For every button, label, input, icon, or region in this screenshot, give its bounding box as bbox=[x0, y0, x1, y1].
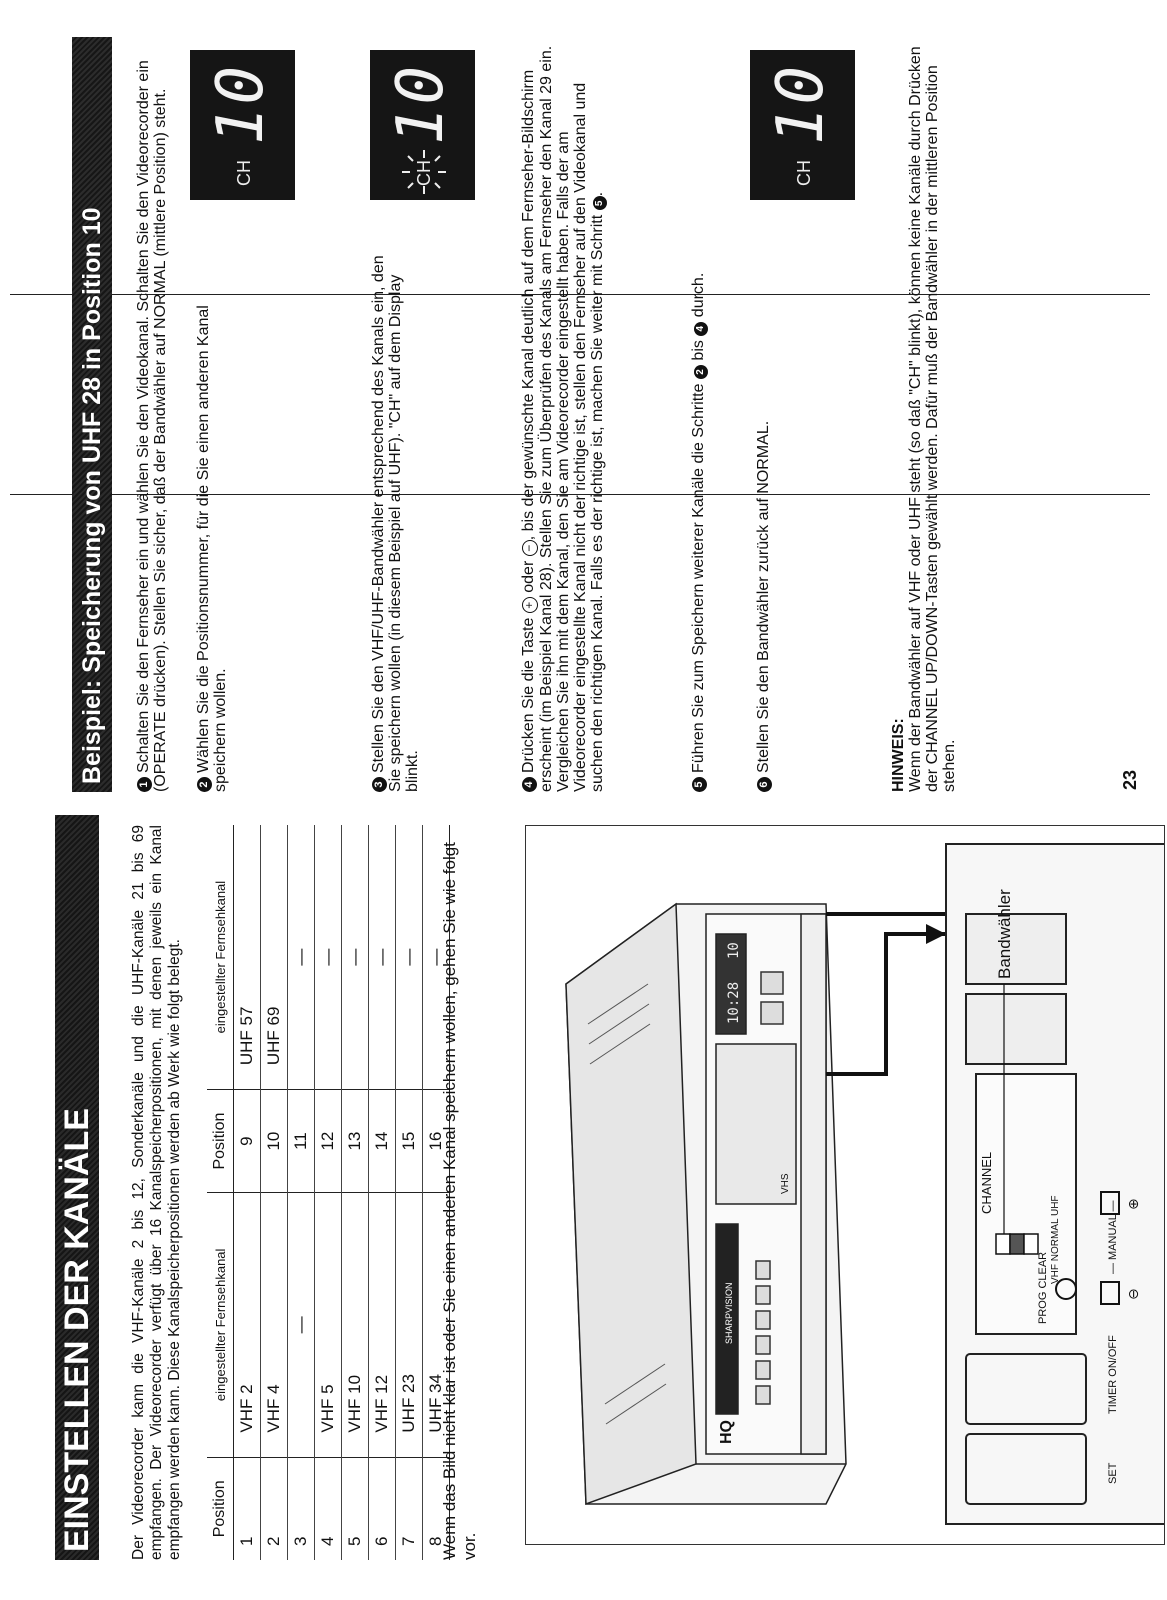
minus-symbol: ⊖ bbox=[1126, 1288, 1142, 1300]
hinweis-heading: HINWEIS: bbox=[890, 718, 907, 792]
minus-key-icon: − bbox=[522, 540, 538, 556]
channel-digits: 10 bbox=[384, 63, 458, 145]
instruction-note: Wenn das Bild nicht klar ist oder Sie einen anderen Kanal speichern wollen, gehen Sie wie folgt vor. bbox=[440, 842, 479, 1560]
step-text: Wählen Sie die Positionsnummer, für die Sie einen anderen Kanal speichern wollen. bbox=[195, 305, 229, 792]
table-row bbox=[396, 825, 423, 1560]
cell-position: 9 bbox=[234, 1090, 261, 1193]
page-number: 23 bbox=[1120, 769, 1140, 790]
step-2 bbox=[195, 232, 229, 792]
cell-position: 5 bbox=[342, 1457, 369, 1560]
column-header-position: Position bbox=[207, 1457, 234, 1560]
cell-position: 13 bbox=[342, 1090, 369, 1193]
cell-channel: VHF 5 bbox=[315, 1193, 342, 1458]
table-row bbox=[369, 825, 396, 1560]
set-label: SET bbox=[1107, 1462, 1119, 1484]
step-text: Stellen Sie den Bandwähler zurück auf NORMAL. bbox=[755, 420, 772, 773]
cell-position: 4 bbox=[315, 1457, 342, 1560]
plus-key-icon: + bbox=[522, 597, 538, 613]
step-text: oder bbox=[520, 560, 537, 593]
step-number: 4 bbox=[522, 777, 537, 792]
prog-clear-label: PROG CLEAR bbox=[1037, 1251, 1049, 1324]
table-row bbox=[315, 825, 342, 1560]
step-text: Stellen Sie den VHF/UHF-Bandwähler entsprechend des Kanals ein, den Sie speichern wollen (in diesem Beispiel auf UHF). "CH" auf dem Display blinkt. bbox=[370, 255, 421, 792]
channel-digits: 10 bbox=[764, 63, 838, 145]
vcr-clock-readout: 10:28 bbox=[726, 981, 742, 1024]
band-positions-label: VHF NORMAL UHF bbox=[1050, 1195, 1061, 1284]
cell-position: 8 bbox=[423, 1457, 450, 1560]
hinweis-text: Wenn der Bandwähler auf VHF oder UHF steht (so daß "CH" blinkt), können keine Kanäle durch Drücken der CHANNEL UP/DOWN-Tasten gewählt werden. Dafür muß der Bandwähler in der mittleren Position stehen. bbox=[907, 46, 958, 792]
step-number: 2 bbox=[197, 777, 212, 792]
step-text: . bbox=[589, 191, 606, 197]
column-header-channel: eingestellter Fernsehkanal bbox=[207, 1193, 234, 1458]
column-header-channel: eingestellter Fernsehkanal bbox=[207, 825, 234, 1090]
step-number: 3 bbox=[372, 777, 387, 792]
cell-channel: VHF 12 bbox=[369, 1193, 396, 1458]
step-text: Schalten Sie den Fernseher ein und wählen Sie den Videokanal. Schalten Sie den Videorecorder ein (OPERATE drücken). Stellen Sie sicher, daß der Bandwähler auf NORMAL (mittlere Position) steht. bbox=[135, 60, 169, 792]
step-ref-4: 4 bbox=[694, 322, 708, 336]
cell-position: 11 bbox=[288, 1090, 315, 1193]
display-step-3 bbox=[370, 50, 475, 200]
step-ref-5: 5 bbox=[593, 196, 607, 210]
timer-label: TIMER ON/OFF bbox=[1107, 1335, 1119, 1414]
cell-channel: — bbox=[288, 825, 315, 1090]
band-switch bbox=[996, 1234, 1038, 1254]
vcr-drawing bbox=[526, 825, 1165, 1544]
cell-position: 16 bbox=[423, 1090, 450, 1193]
manual-label: — MANUAL — bbox=[1107, 1200, 1119, 1274]
step-text: Führen Sie zum Speichern weiterer Kanäle die Schritte bbox=[690, 383, 707, 773]
plus-symbol: ⊕ bbox=[1126, 1198, 1142, 1210]
step-number: 5 bbox=[692, 777, 707, 792]
channel-preset-table bbox=[207, 825, 450, 1560]
step-text: , bis der gewünschte Kanal deutlich auf dem Fernseher-Bildschirm erscheint (im Beispiel Kanal 28). Stellen Sie zum Überprüfen des Kanals am Fernseher den Kanal 29 ein. Vergleichen Sie ihn mit dem Kanal, den Sie am Videorecorder eingestellt haben. Falls der am Videorecorder eingestellte Kanal nicht der richtige ist, stellen den Fernseher auf den Videokanal und suchen den richtigen Kanal. Falls es der richtige ist, machen Sie weiter mit Schritt bbox=[520, 45, 606, 792]
hinweis-note bbox=[890, 42, 958, 792]
cell-position: 2 bbox=[261, 1457, 288, 1560]
vcr-brand-text: SHARPVISION bbox=[724, 1282, 734, 1344]
cell-channel: — bbox=[315, 825, 342, 1090]
step-1 bbox=[135, 42, 169, 792]
cell-channel: VHF 10 bbox=[342, 1193, 369, 1458]
column-header-position: Position bbox=[207, 1090, 234, 1193]
table-row bbox=[261, 825, 288, 1560]
cell-position: 10 bbox=[261, 1090, 288, 1193]
cell-channel: VHF 4 bbox=[261, 1193, 288, 1458]
cell-position: 7 bbox=[396, 1457, 423, 1560]
step-text: Drücken Sie die Taste bbox=[520, 617, 537, 773]
step-4 bbox=[520, 42, 607, 792]
cell-position: 6 bbox=[369, 1457, 396, 1560]
vcr-illustration bbox=[525, 825, 1165, 1545]
cell-channel: UHF 23 bbox=[396, 1193, 423, 1458]
ch-indicator: CH bbox=[794, 160, 814, 186]
step-number: 1 bbox=[137, 777, 152, 792]
display-step-6 bbox=[750, 50, 855, 200]
cell-channel: VHF 2 bbox=[234, 1193, 261, 1458]
cell-channel: UHF 34 bbox=[423, 1193, 450, 1458]
table-row bbox=[342, 825, 369, 1560]
cell-channel: — bbox=[369, 825, 396, 1090]
cell-channel: UHF 57 bbox=[234, 825, 261, 1090]
example-title: Beispiel: Speicherung von UHF 28 in Position 10 bbox=[72, 37, 112, 792]
cell-position: 1 bbox=[234, 1457, 261, 1560]
cell-channel: — bbox=[342, 825, 369, 1090]
page-title: EINSTELLEN DER KANÄLE bbox=[55, 815, 99, 1560]
channel-digits: 10 bbox=[204, 63, 278, 145]
cell-channel: — bbox=[423, 825, 450, 1090]
vcr-channel-readout: 10 bbox=[726, 942, 742, 959]
intro-paragraph: Der Videorecorder kann die VHF-Kanäle 2 bis 12, Sonderkanäle und die UHF-Kanäle 21 bis 69 empfangen. Der Videorecorder verfügt über 16 Kanalspeicherpositionen, mit denen jeweils ein Kanal empfangen werden kann. Diese Kanalspeicherpositionen werden ab Werk wie folgt belegt. bbox=[130, 825, 183, 1560]
table-row bbox=[288, 825, 315, 1560]
vcr-body bbox=[566, 904, 846, 1504]
display-step-2 bbox=[190, 50, 295, 200]
ch-indicator: CH bbox=[234, 160, 254, 186]
table-row bbox=[234, 825, 261, 1560]
step-text: durch. bbox=[690, 272, 707, 318]
cell-position: 15 bbox=[396, 1090, 423, 1193]
ch-indicator-blinking: CH bbox=[414, 160, 434, 186]
step-number: 6 bbox=[757, 777, 772, 792]
step-ref-2: 2 bbox=[694, 365, 708, 379]
arrow-head-icon bbox=[926, 924, 946, 944]
bandwahler-callout: Bandwähler bbox=[995, 889, 1014, 979]
step-text: bis bbox=[690, 340, 707, 361]
vhs-logo: VHS bbox=[780, 1173, 791, 1194]
cell-position: 12 bbox=[315, 1090, 342, 1193]
channel-label: CHANNEL bbox=[979, 1151, 994, 1214]
cell-channel: — bbox=[396, 825, 423, 1090]
hq-logo: HQ bbox=[718, 1420, 735, 1444]
cell-channel: UHF 69 bbox=[261, 825, 288, 1090]
cell-position: 3 bbox=[288, 1457, 315, 1560]
step-3 bbox=[370, 232, 421, 792]
cell-position: 14 bbox=[369, 1090, 396, 1193]
step-6 bbox=[755, 232, 772, 792]
step-5 bbox=[690, 42, 708, 792]
cell-channel: — bbox=[288, 1193, 315, 1458]
